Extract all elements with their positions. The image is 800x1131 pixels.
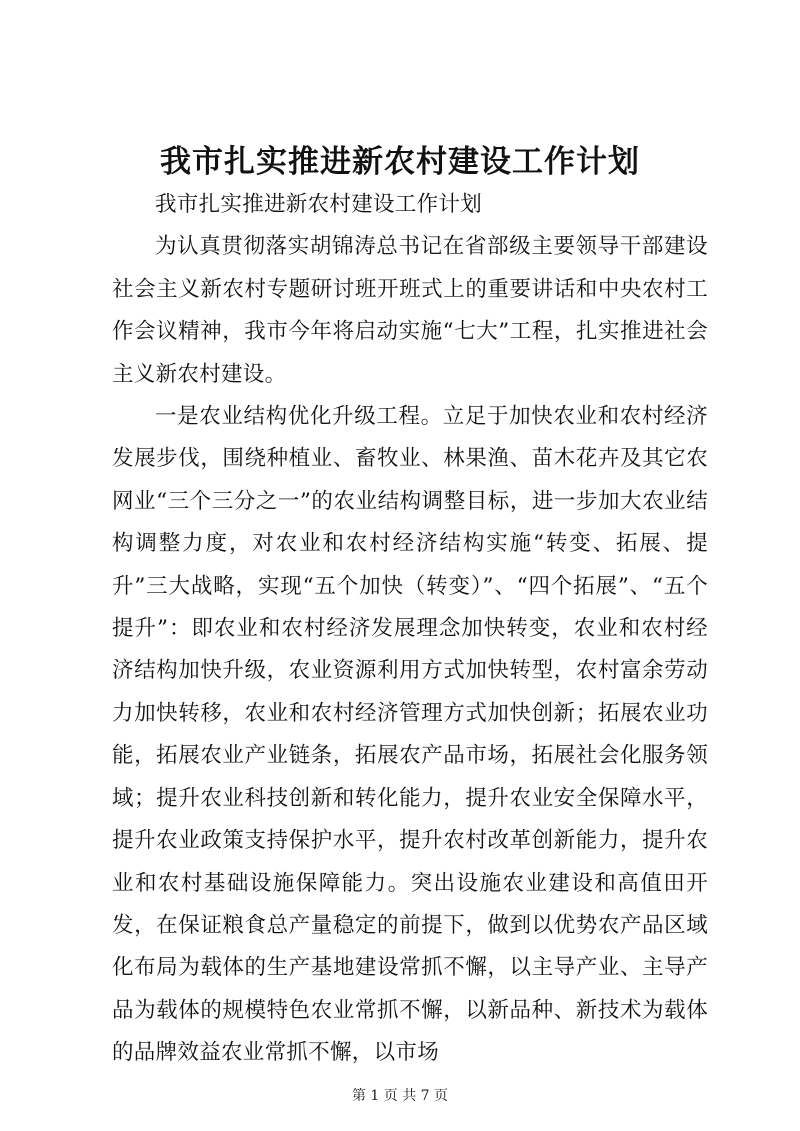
paragraph-subtitle: 我市扎实推进新农村建设工作计划	[155, 192, 483, 217]
page-footer: 第 1 页 共 7 页	[351, 1088, 449, 1104]
document-title: 我市扎实推进新农村建设工作计划	[160, 144, 640, 180]
paragraph-project-one: 一是农业结构优化升级工程。立足于加快农业和农村经济发展步伐，围绕种植业、畜牧业、林果渔、苗木花卉及其它农网业“三个三分之一”的农业结构调整目标，进一步加大农业结构调整力度，对农业和农村经济结构实施“转变、拓展、提升”三大战略，实现“五个加快（转变）”、“四个拓展”、“五个提升”：即农业和农村经济发展理念加快转变，农业和农村经济结构加快升级，农业资源利用方式加快转型，农村富余劳动力加快转移，农业和农村经济管理方式加快创新；拓展农业功能，拓展农业产业链条，拓展农产品市场，拓展社会化服务领域；提升农业科技创新和转化能力，提升农业安全保障水平，提升农业政策支持保护水平，提升农村改革创新能力，提升农业和农村基础设施保障能力。突出设施农业建设和高值田开发，在保证粮食总产量稳定的前提下，做到以优势农产品区域化布局为载体的生产基地建设常抓不懈，以主导产业、主导产品为载体的规模特色农业常抓不懈，以新品种、新技术为载体的品牌效益农业常抓不懈，以市场	[112, 404, 708, 1066]
paragraph-intro: 为认真贯彻落实胡锦涛总书记在省部级主要领导干部建设社会主义新农村专题研讨班开班式上的重要讲话和中央农村工作会议精神，我市今年将启动实施“七大”工程，扎实推进社会主义新农村建设。	[112, 234, 708, 387]
document-body	[112, 184, 708, 1075]
